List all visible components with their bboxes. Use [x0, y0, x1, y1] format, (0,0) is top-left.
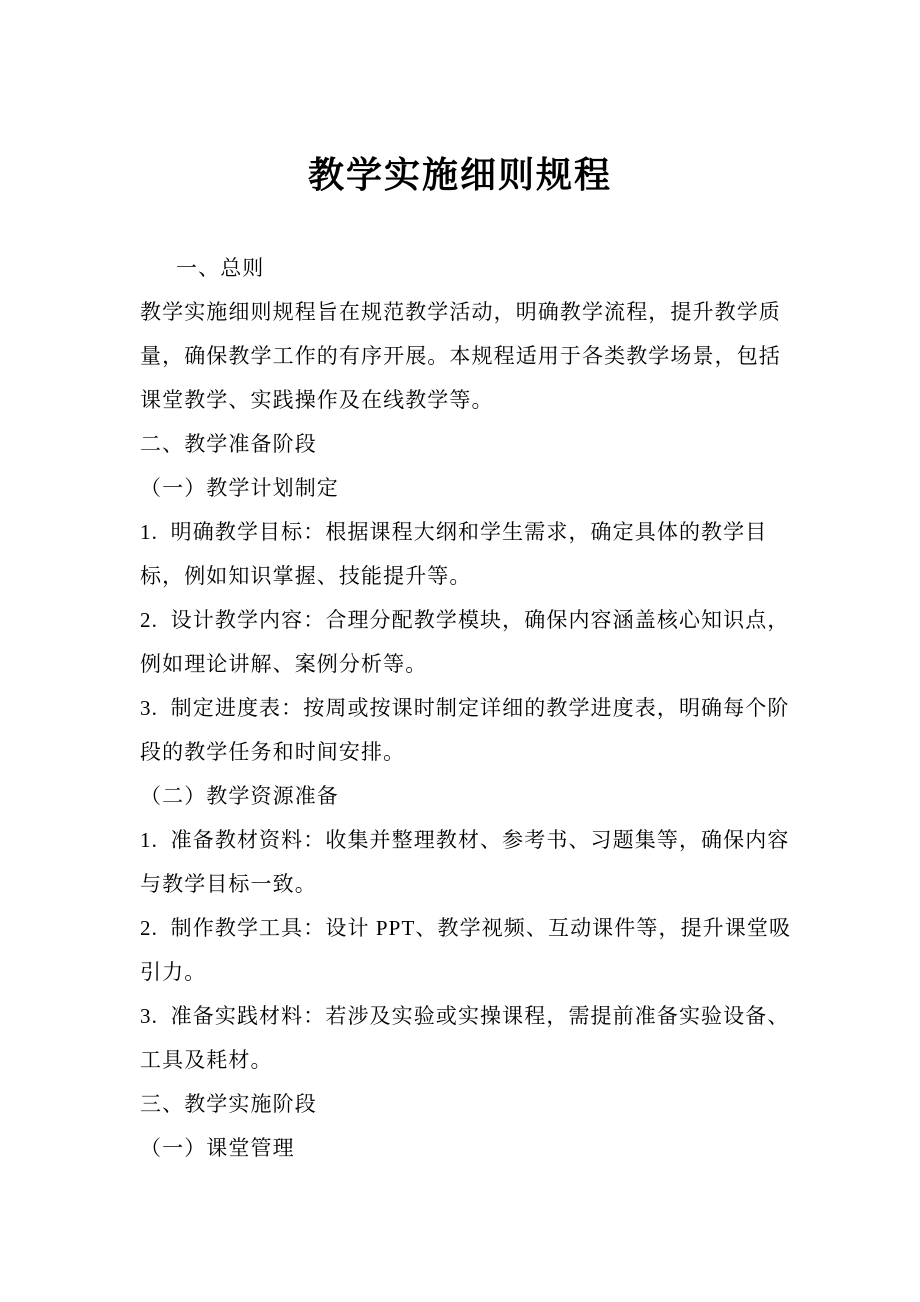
- text-line: 引力。: [140, 960, 207, 984]
- text-line: 工具及耗材。: [140, 1048, 273, 1072]
- text-line: 标，例如知识掌握、技能提升等。: [140, 564, 472, 588]
- text-line: （一）教学计划制定: [140, 476, 339, 500]
- text-line: 二、教学准备阶段: [140, 432, 317, 456]
- text-line: 例如理论讲解、案例分析等。: [140, 652, 428, 676]
- text-line: 2. 制作教学工具：设计 PPT、教学视频、互动课件等，提升课堂吸: [140, 916, 792, 940]
- document-title: 教学实施细则规程: [307, 154, 612, 195]
- text-line: 与教学目标一致。: [140, 872, 317, 896]
- text-line: 教学实施细则规程旨在规范教学活动，明确教学流程，提升教学质: [140, 300, 781, 324]
- text-line: （二）教学资源准备: [140, 784, 339, 808]
- document-body: [140, 246, 792, 1170]
- text-line: 课堂教学、实践操作及在线教学等。: [140, 388, 494, 412]
- text-line: 三、教学实施阶段: [140, 1092, 317, 1116]
- text-line: 3. 制定进度表：按周或按课时制定详细的教学进度表，明确每个阶: [140, 696, 790, 720]
- text-line: 3. 准备实践材料：若涉及实验或实操课程，需提前准备实验设备、: [140, 1004, 790, 1028]
- text-line: 段的教学任务和时间安排。: [140, 740, 406, 764]
- text-line: 1. 准备教材资料：收集并整理教材、参考书、习题集等，确保内容: [140, 828, 790, 852]
- text-line: 量，确保教学工作的有序开展。本规程适用于各类教学场景，包括: [140, 344, 781, 368]
- text-line: 1. 明确教学目标：根据课程大纲和学生需求，确定具体的教学目: [140, 520, 768, 544]
- text-line: 一、总则: [176, 256, 265, 280]
- text-line: 2. 设计教学内容：合理分配教学模块，确保内容涵盖核心知识点，: [140, 608, 790, 632]
- text-line: （一）课堂管理: [140, 1136, 295, 1160]
